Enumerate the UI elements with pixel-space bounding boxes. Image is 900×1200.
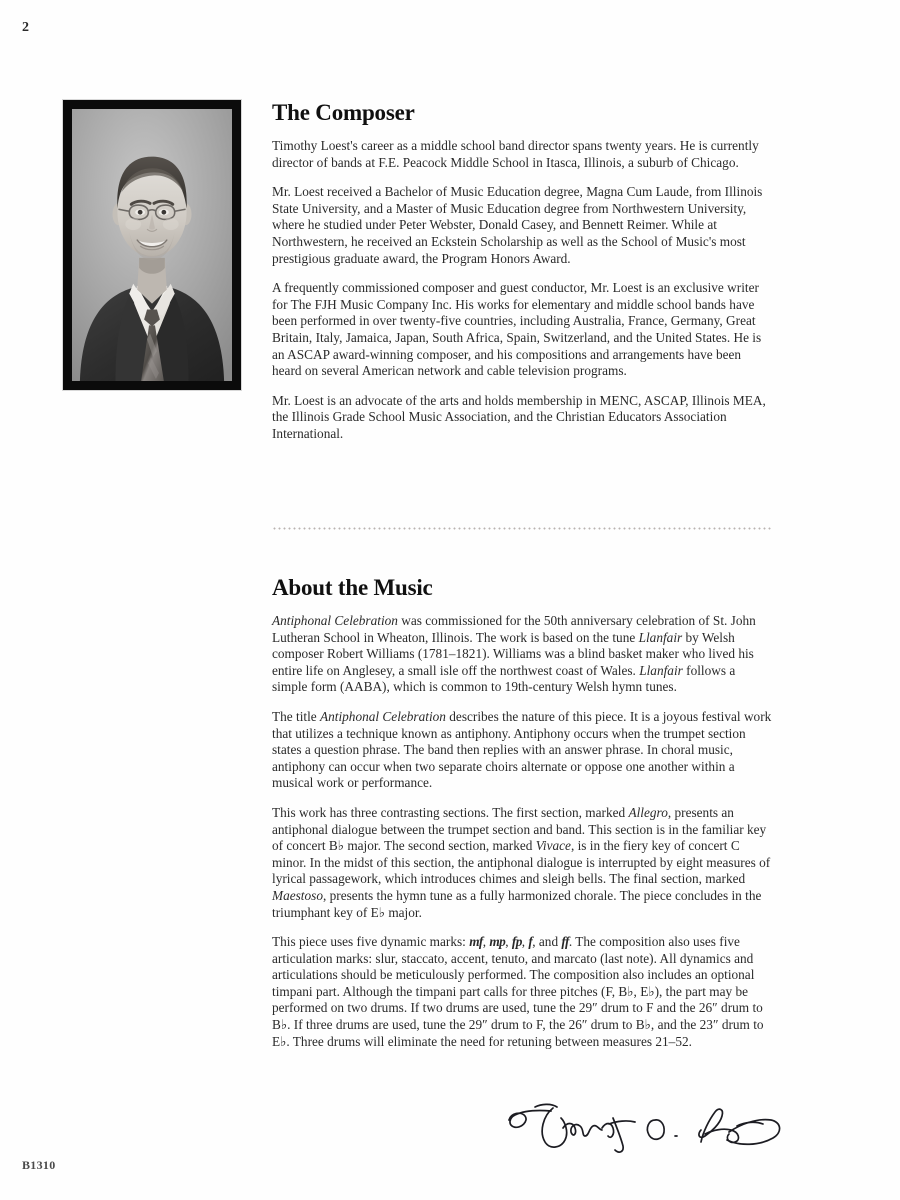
composer-heading: The Composer [272, 100, 415, 125]
about-music-section [272, 575, 772, 1050]
dynamic-mark-fp: fp [511, 934, 522, 950]
about-music-paragraph-3: This work has three contrasting sections. The first section, marked Allegro, presents an antiphonal dialogue between the trumpet section and band. This section is in the familiar key of concert B♭ major. The second section, marked Vivace, is in the fiery key of concert C minor. In the midst of this section, the antiphonal dialogue is interrupted by eight measures of lyrical passagework, which introduces chimes and sleigh bells. The final section, marked Maestoso, presents the hymn tune as a fully harmonized chorale. The piece concludes in the triumphant key of E♭ major. [272, 804, 771, 920]
work-title-mention: Antiphonal Celebration [272, 613, 398, 628]
about-music-paragraph-1: Antiphonal Celebration was commissioned for the 50th anniversary celebration of St. John Lutheran School in Wheaton, Illinois. The work is based on the tune Llanfair by Welsh composer Robert Williams (1781–1821). Williams was a blind basket maker who lived his entire life on Anglesey, a small isle off the northwest coast of Wales. Llanfair follows a simple form (AABA), which is common to 19th-century Welsh hymn tunes. [272, 613, 756, 695]
composer-section [272, 100, 772, 443]
composer-paragraph-1: Timothy Loest's career as a middle school band director spans twenty years. He is currently director of bands at F.E. Peacock Middle School in Itasca, Illinois, a suburb of Chicago. [272, 138, 759, 170]
dynamic-mark-mp: mp [489, 934, 506, 950]
dynamic-mark-ff: ff [561, 934, 569, 950]
signature-strokes [505, 1098, 785, 1156]
composer-paragraph-4: Mr. Loest is an advocate of the arts and holds membership in MENC, ASCAP, Illinois MEA, the Illinois Grade School Music Association, and the Christian Educators Association International. [272, 392, 766, 441]
tune-name-mention: Llanfair [639, 662, 683, 678]
dynamic-mark-f: f [528, 934, 533, 950]
composer-paragraph-2: Mr. Loest received a Bachelor of Music Education degree, Magna Cum Laude, from Illinois State University, and a Master of Music Education degree from Northwestern University, where he studied under Peter Webster, Donald Casey, and Bennett Reimer. While at Northwestern, he received an Eckstein Scholarship as well as the School of Music's most prestigious graduate award, the Program Honors Award. [272, 184, 763, 266]
about-music-paragraph-4: This piece uses five dynamic marks: mf, mp, fp, f, and ff. The composition also uses five articulation marks: slur, staccato, accent, tenuto, and marcato (last note). All dynamics and articulations should be meticulously performed. The composition also includes an optional timpani part. Although the timpani part calls for three pitches (F, B♭, E♭), the part may be performed on two drums. If two drums are used, tune the 29″ drum to F and the 26″ drum to B♭. If three drums are used, tune the 29″ drum to F, the 26″ drum to B♭, and the 23″ drum to E♭. Three drums will eliminate the need for retuning between measures 21–52. [272, 934, 764, 1049]
tempo-marking-allegro: Allegro [628, 804, 668, 820]
tune-name-mention: Llanfair [638, 629, 683, 645]
composer-signature [505, 1098, 785, 1156]
tempo-marking-vivace: Vivace [535, 838, 571, 854]
dynamic-mark-mf: mf [469, 934, 483, 950]
about-music-heading: About the Music [272, 575, 433, 600]
composer-paragraph-3: A frequently commissioned composer and guest conductor, Mr. Loest is an exclusive writer for The FJH Music Company Inc. His works for elementary and middle school bands have been performed in over twenty-five countries, including Australia, France, Germany, Great Britain, Italy, Jamaica, Japan, South Africa, Spain, Switzerland, and the United States. He is an ASCAP award-winning composer, and his compositions and arrangements have been heard on several American network and cable television programs. [272, 280, 762, 379]
page-number: 2 [22, 20, 30, 35]
composer-portrait-photo [72, 109, 232, 381]
composer-portrait-frame [62, 99, 242, 391]
about-music-paragraph-2: The title Antiphonal Celebration describes the nature of this piece. It is a joyous festival work that utilizes a technique known as antiphony. Antiphony occurs when the trumpet section states a question phrase. The band then replies with an answer phrase. In choral music, antiphony can occur when two separate choirs alternate or oppose one another within a musical work or performance. [272, 708, 772, 791]
work-title-mention: Antiphonal Celebration [320, 708, 446, 724]
section-divider [272, 527, 772, 530]
tempo-marking-maestoso: Maestoso [272, 887, 323, 903]
portrait-illustration [72, 109, 232, 381]
footer-catalog-code: B1310 [22, 1158, 56, 1172]
